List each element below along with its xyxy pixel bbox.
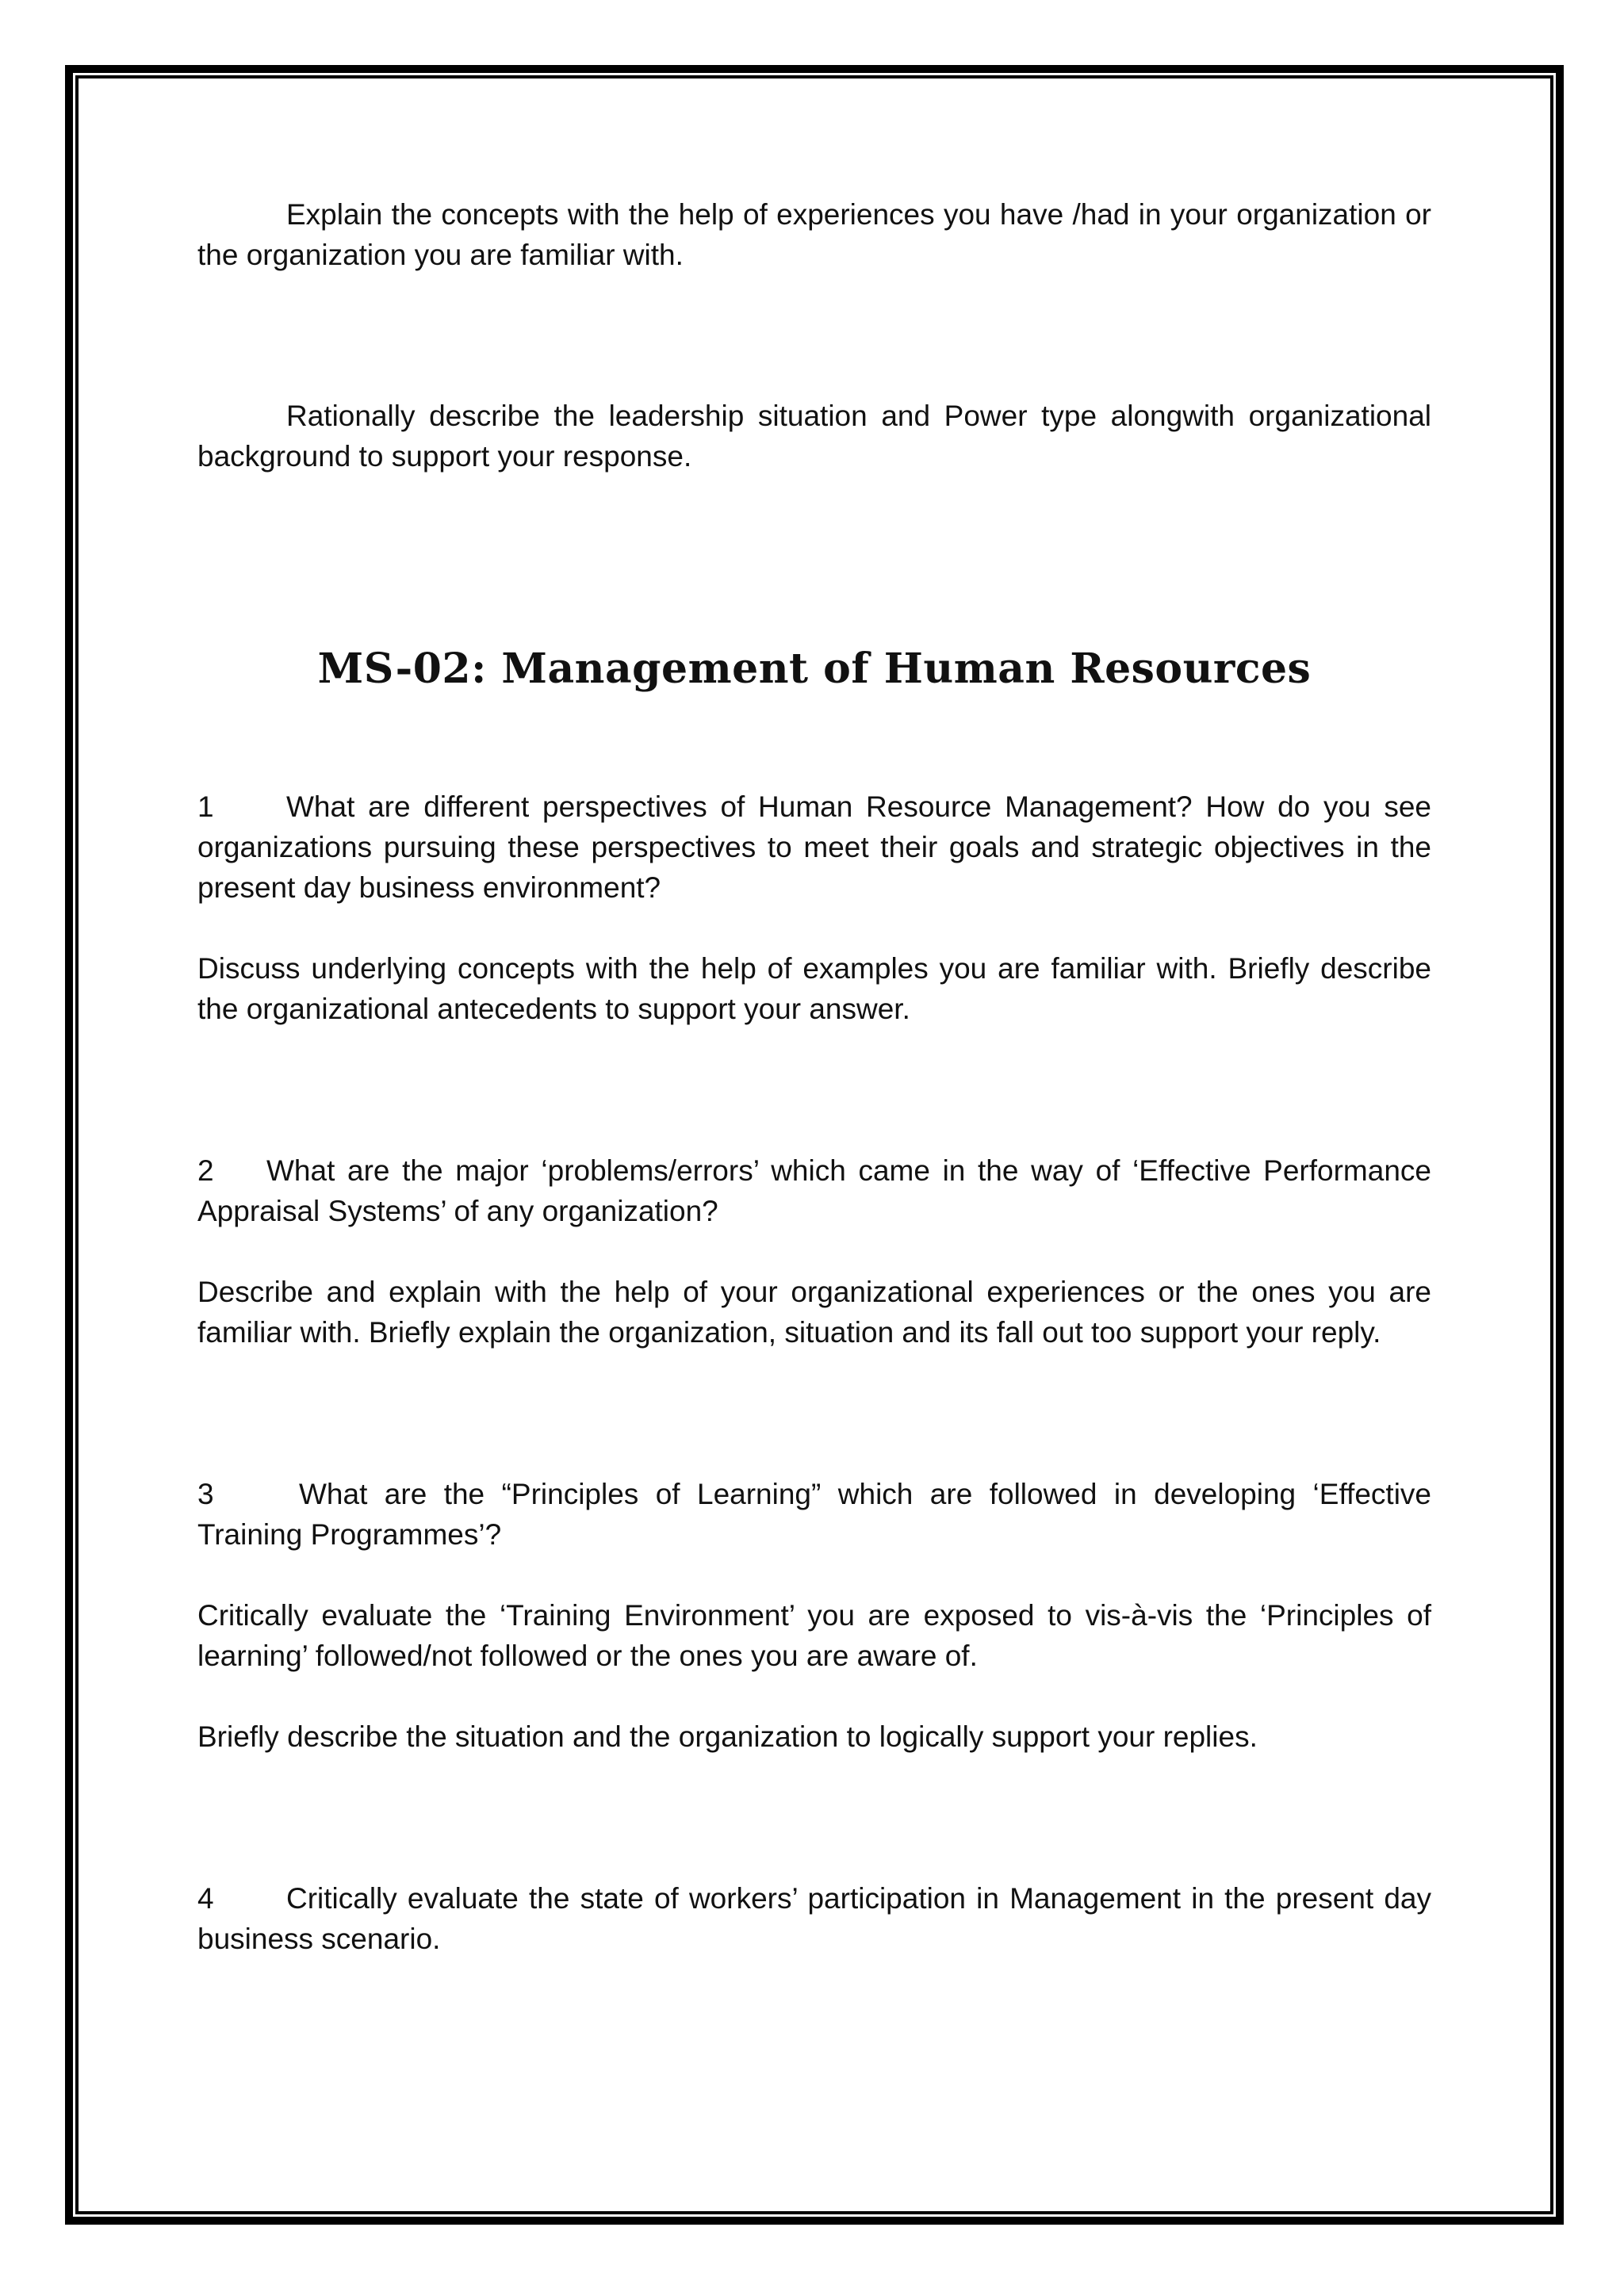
question-2-followup: Describe and explain with the help of your organizational experiences or the ones you are familiar with. Briefly explain the organization, situation and its fall out too support your reply.	[197, 1276, 1431, 1349]
page-title: MS-02: Management of Human Resources	[317, 645, 1312, 693]
question-number: 2	[197, 1154, 214, 1187]
question-1-text: 1 What are different perspectives of Human Resource Management? How do you see organizations pursuing these perspectives to meet their goals and strategic objectives in the present day business environment?	[197, 786, 1431, 908]
intro-paragraph-1: Explain the concepts with the help of experiences you have /had in your organization or the organization you are familiar with.	[197, 198, 1431, 271]
question-4	[197, 1878, 1431, 1959]
question-1	[197, 786, 1431, 1029]
document-body	[197, 194, 1431, 1959]
question-1-followup: Discuss underlying concepts with the help of examples you are familiar with. Briefly describe the organizational antecedents to support your answer.	[197, 952, 1431, 1025]
question-number: 3	[197, 1478, 214, 1510]
question-3-followup-1: Critically evaluate the ‘Training Environment’ you are exposed to vis-à-vis the ‘Principles of learning’ followed/not followed or the ones you are aware of.	[197, 1599, 1431, 1672]
question-number: 1	[197, 790, 214, 823]
question-3-text: 3 What are the “Principles of Learning” which are followed in developing ‘Effective Training Programmes’?	[197, 1474, 1431, 1555]
question-3-followup-2: Briefly describe the situation and the organization to logically support your replies.	[197, 1720, 1258, 1753]
intro-paragraph-2: Rationally describe the leadership situation and Power type alongwith organizational background to support your response.	[197, 400, 1431, 473]
question-4-text: 4 Critically evaluate the state of workers’ participation in Management in the present day business scenario.	[197, 1878, 1431, 1959]
question-2-text: 2 What are the major ‘problems/errors’ which came in the way of ‘Effective Performance Appraisal Systems’ of any organization?	[197, 1150, 1431, 1231]
question-number: 4	[197, 1882, 214, 1915]
question-3	[197, 1474, 1431, 1757]
question-2	[197, 1150, 1431, 1353]
